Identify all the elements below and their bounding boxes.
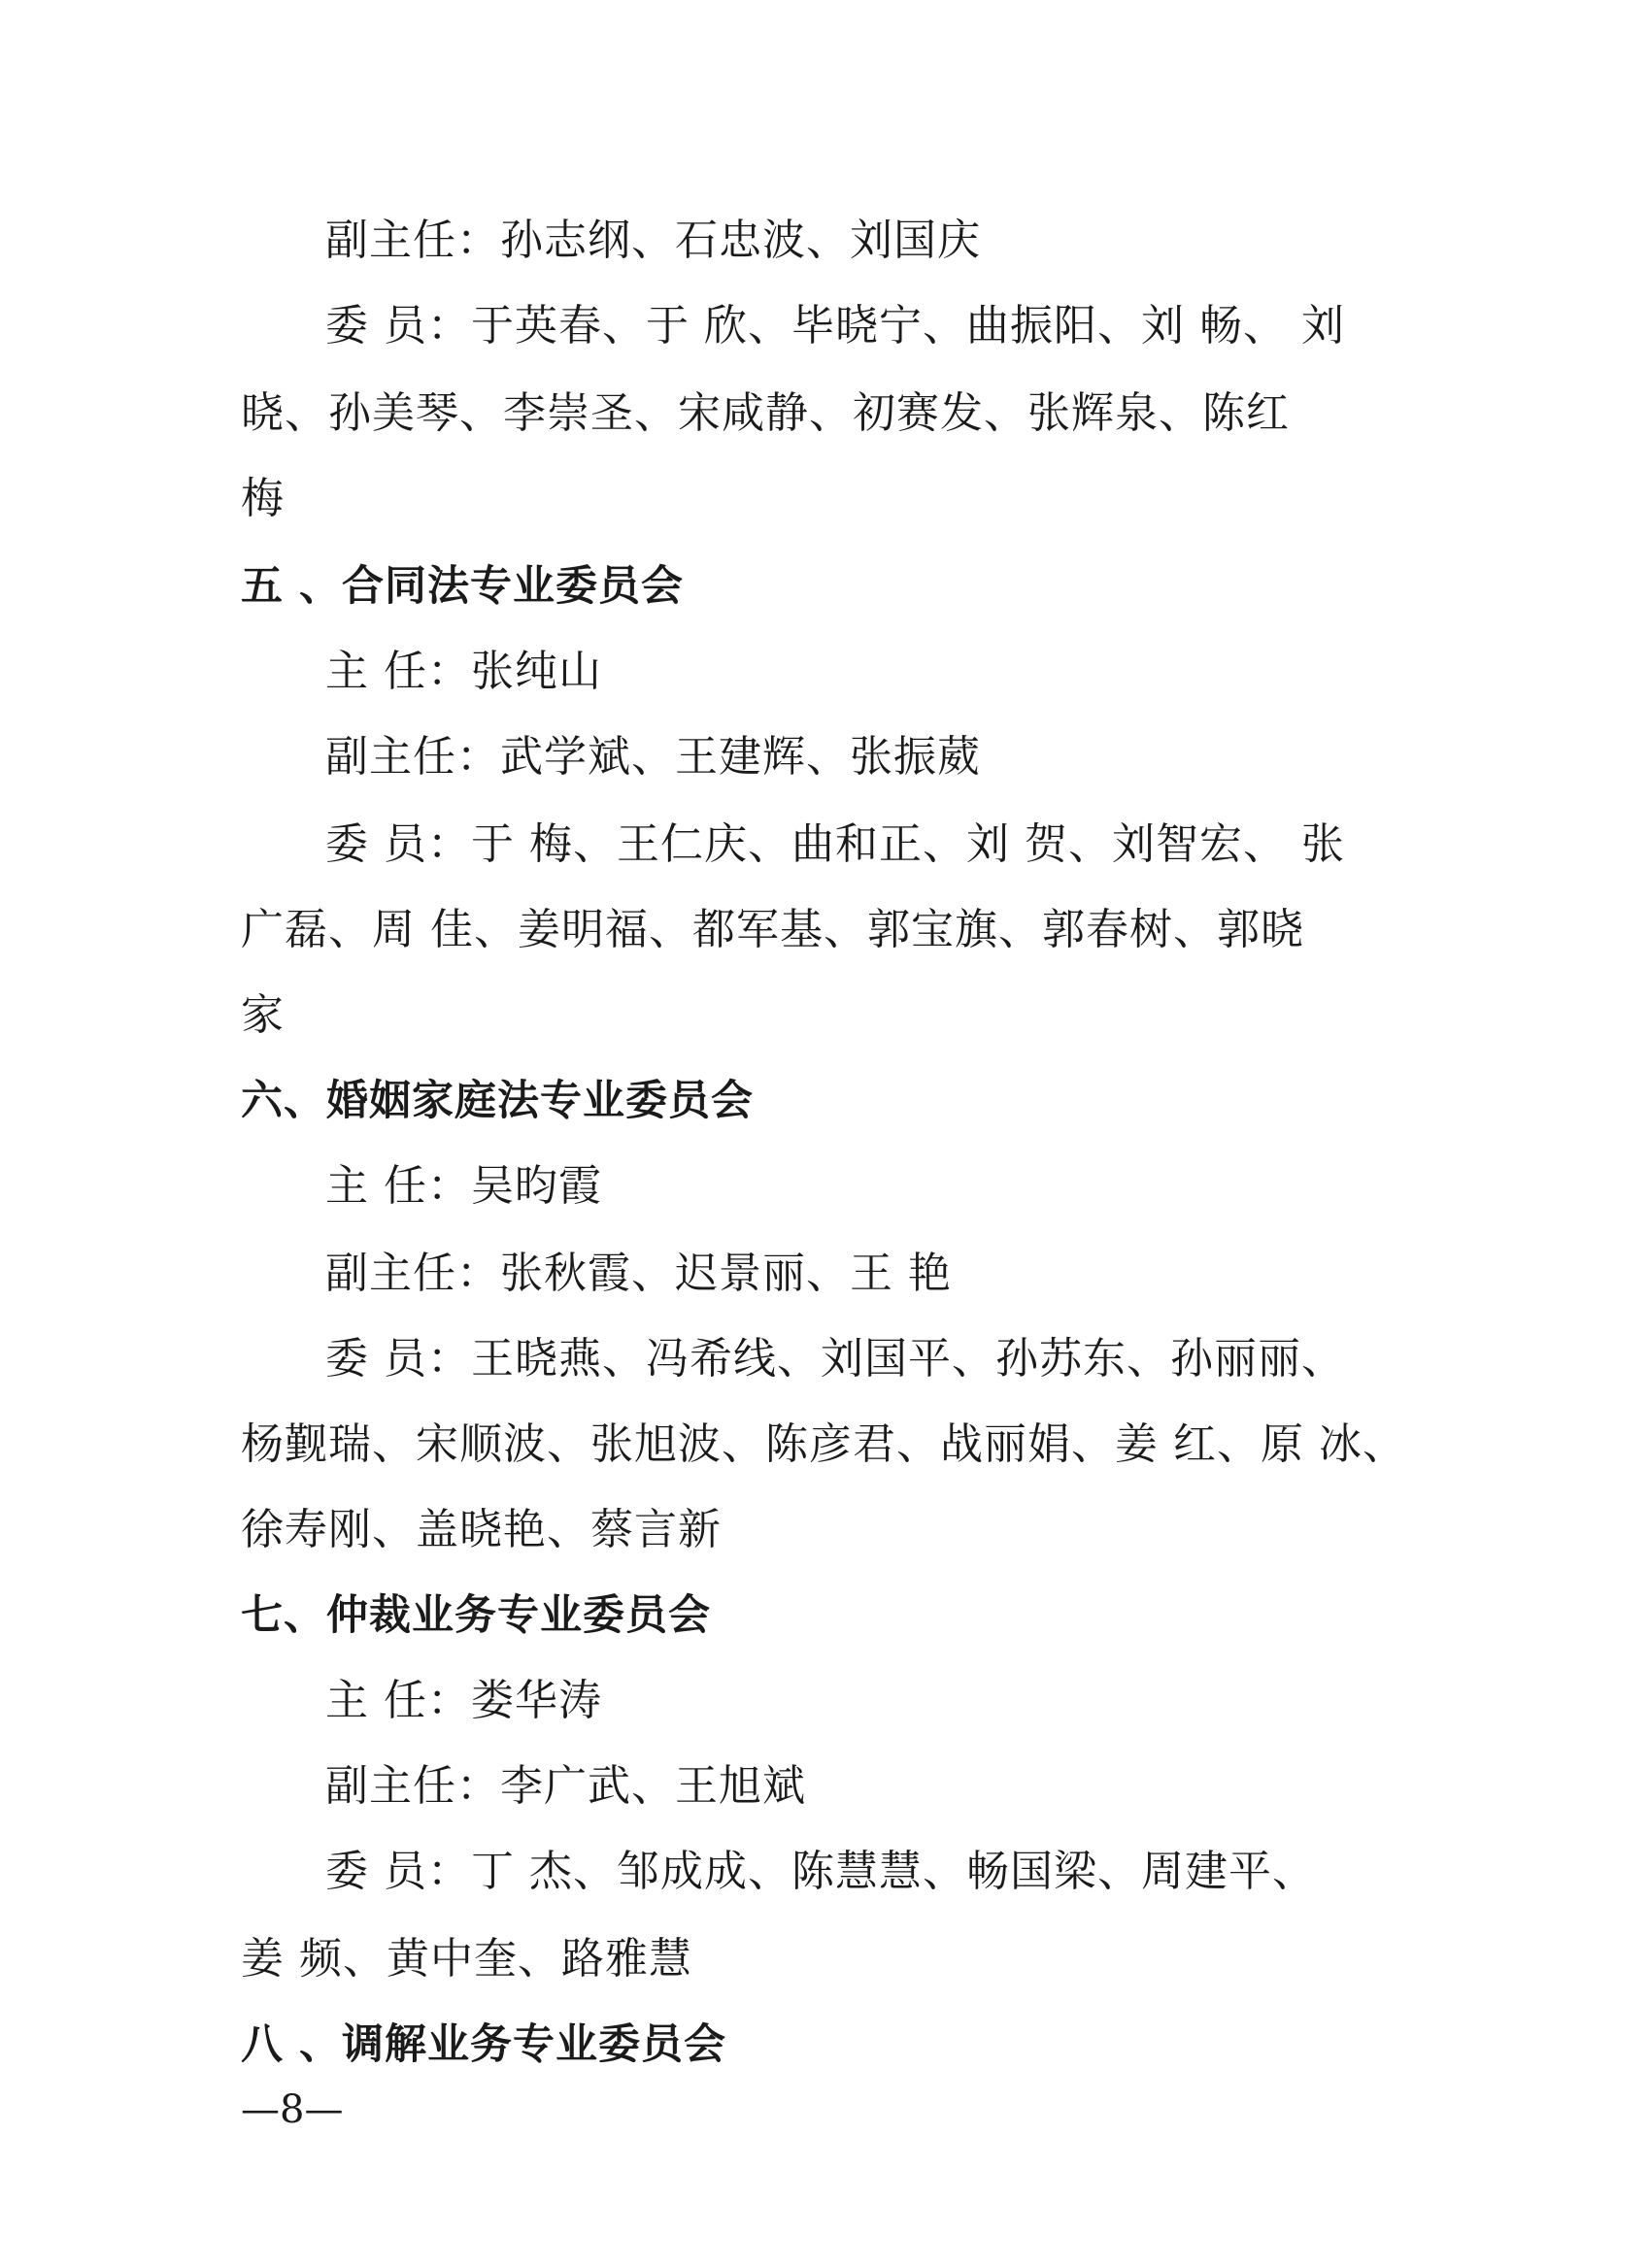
section7-members-line2: 姜 频、黄中奎、路雅慧 [241,1934,692,1984]
section8-heading: 八 、调解业务专业委员会 [241,2020,726,2069]
section6-members-line1: 委 员：王晓燕、冯希线、刘国平、孙苏东、孙丽丽、 [325,1334,1345,1384]
section5-members-line3: 家 [241,990,285,1040]
section4-members-line2: 晓、孙美琴、李崇圣、宋咸静、初赛发、张辉泉、陈红 [241,388,1290,438]
section5-chair: 主 任：张纯山 [325,647,602,696]
section7-chair: 主 任：娄华涛 [325,1676,602,1725]
section5-members-line1: 委 员：于 梅、王仁庆、曲和正、刘 贺、刘智宏、 张 [325,819,1345,869]
section5-heading: 五 、合同法专业委员会 [241,562,684,611]
section7-heading: 七、仲裁业务专业委员会 [241,1591,711,1640]
section6-members-line3: 徐寿刚、盖晓艳、蔡言新 [241,1505,722,1554]
section4-members-line1: 委 员：于英春、于 欣、毕晓宁、曲振阳、刘 畅、 刘 [325,301,1345,350]
section4-vice-chair: 副主任：孙志纲、石忠波、刘国庆 [325,216,981,265]
section6-vice-chair: 副主任：张秋霞、迟景丽、王 艳 [325,1249,952,1298]
section7-vice-chair: 副主任：李广武、王旭斌 [325,1761,806,1811]
section6-members-line2: 杨觐瑞、宋顺波、张旭波、陈彦君、战丽娟、姜 红、原 冰、 [241,1419,1406,1469]
section6-heading: 六、婚姻家庭法专业委员会 [241,1077,754,1125]
section5-vice-chair: 副主任：武学斌、王建辉、张振葳 [325,732,981,782]
section7-members-line1: 委 员：丁 杰、邹成成、陈慧慧、畅国梁、周建平、 [325,1847,1316,1896]
section5-members-line2: 广磊、周 佳、姜明福、都军基、郭宝旗、郭春树、郭晓 [241,905,1304,954]
page-number: —8— [241,2087,344,2132]
section6-chair: 主 任：吴昀霞 [325,1161,602,1211]
section4-members-line3: 梅 [241,474,285,523]
